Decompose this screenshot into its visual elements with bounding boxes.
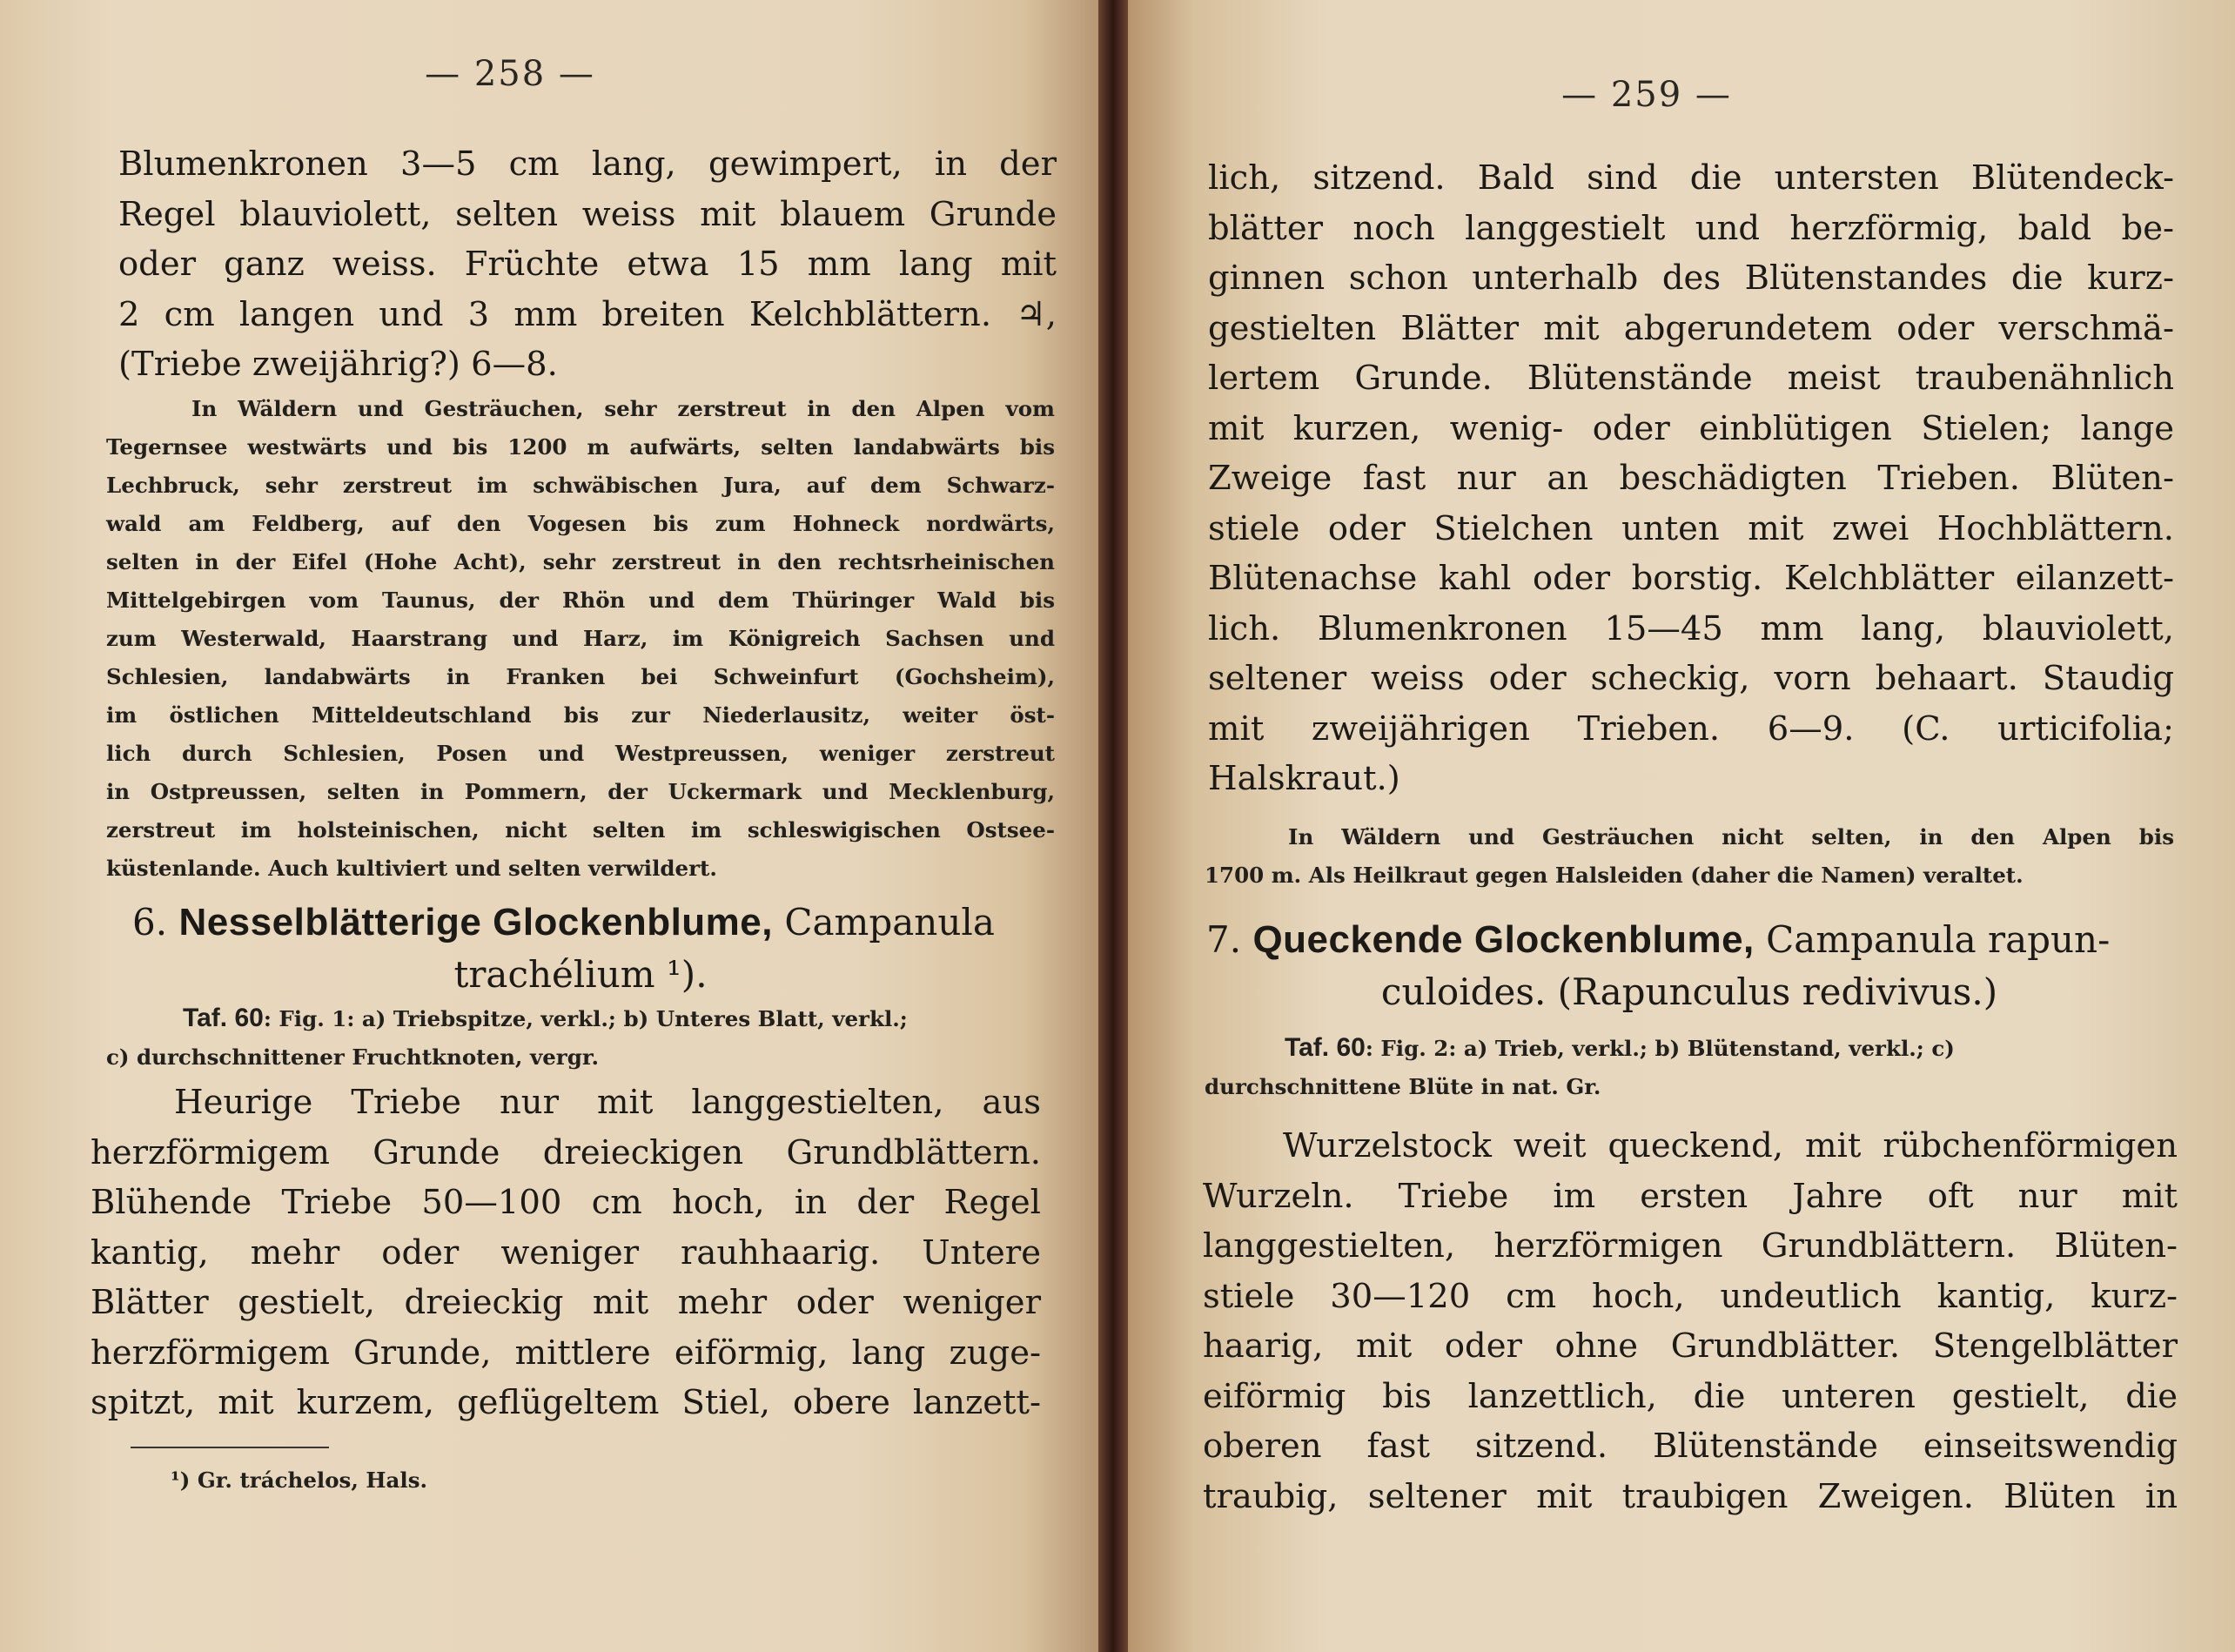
species-german-name: Nesselblätterige Glockenblume, bbox=[178, 901, 773, 944]
plate-label: Taf. 60 bbox=[1285, 1033, 1366, 1062]
plate-reference bbox=[106, 999, 1059, 1077]
text-line: herzförmigem Grunde dreieckigen Grundblättern. bbox=[91, 1132, 1041, 1172]
footnote: ¹) Gr. tráchelos, Hals. bbox=[171, 1467, 428, 1493]
text-line: Schlesien, landabwärts in Franken bei Schweinfurt (Gochsheim), bbox=[106, 664, 1055, 689]
text-line: herzförmigem Grunde, mittlere eiförmig, lang zuge- bbox=[91, 1333, 1041, 1373]
text-line: Blütenachse kahl oder borstig. Kelchblätter eilanzett- bbox=[1208, 559, 2174, 598]
text-line: eiförmig bis lanzettlich, die unteren gestielt, die bbox=[1203, 1376, 2178, 1416]
text-line: stiele oder Stielchen unten mit zwei Hochblättern. bbox=[1208, 508, 2174, 548]
text-line: Mittelgebirgen vom Taunus, der Rhön und dem Thüringer Wald bis bbox=[106, 588, 1055, 613]
text-line: Blätter gestielt, dreieckig mit mehr oder weniger bbox=[91, 1283, 1041, 1322]
book-gutter bbox=[1098, 0, 1128, 1652]
text-line: langgestielten, herzförmigen Grundblättern. Blüten- bbox=[1203, 1226, 2178, 1266]
plate-reference bbox=[1205, 1029, 2178, 1106]
text-line: Halskraut.) bbox=[1208, 759, 1400, 798]
description-paragraph bbox=[91, 1078, 1041, 1428]
description-paragraph bbox=[1203, 1121, 2178, 1521]
text-line: mit zweijährigen Trieben. 6—9. (C. urticifolia; bbox=[1208, 708, 2174, 749]
text-line: gestielten Blätter mit abgerundetem oder verschmä- bbox=[1208, 308, 2174, 348]
text-line: Wurzelstock weit queckend, mit rübchenförmigen bbox=[1283, 1126, 2178, 1165]
text-line: zum Westerwald, Haarstrang und Harz, im Königreich Sachsen und bbox=[106, 626, 1055, 651]
plate-figures: : Fig. 2: a) Trieb, verkl.; b) Blütenstand, verkl.; c) bbox=[1365, 1036, 1955, 1061]
text-line: Lechbruck, sehr zerstreut im schwäbischen Jura, auf dem Schwarz- bbox=[106, 473, 1055, 498]
text-line: In Wäldern und Gesträuchen nicht selten, in den Alpen bis bbox=[1288, 824, 2174, 850]
right-page bbox=[1128, 0, 2235, 1652]
text-line: Tegernsee westwärts und bis 1200 m aufwärts, selten landabwärts bis bbox=[106, 434, 1055, 460]
text-line: Heurige Triebe nur mit langgestielten, aus bbox=[174, 1083, 1041, 1122]
habitat-paragraph bbox=[1205, 818, 2174, 856]
text-line: Blumenkronen 3—5 cm lang, gewimpert, in der bbox=[118, 144, 1057, 184]
species-latin-name: Campanula bbox=[784, 901, 995, 944]
text-line: oberen fast sitzend. Blütenstände einseitswendig bbox=[1203, 1427, 2178, 1466]
species-heading bbox=[1206, 914, 2181, 966]
text-line: zerstreut im holsteinischen, nicht selten im schleswigischen Ostsee- bbox=[106, 817, 1055, 843]
text-line: Zweige fast nur an beschädigten Trieben. Blüten- bbox=[1208, 459, 2174, 498]
habitat-paragraph-end bbox=[106, 850, 1055, 888]
text-line: ginnen schon unterhalb des Blütenstandes die kurz- bbox=[1208, 259, 2174, 298]
text-line: blätter noch langgestielt und herzförmig, bald be- bbox=[1208, 208, 2174, 248]
text-line: wald am Feldberg, auf den Vogesen bis zum Hohneck nordwärts, bbox=[106, 511, 1055, 536]
continuation-paragraph-end bbox=[1208, 754, 2174, 804]
left-page bbox=[0, 0, 1098, 1652]
species-number: 7. bbox=[1206, 918, 1242, 961]
habitat-paragraph-end bbox=[1205, 856, 2174, 895]
species-heading-line2: trachélium ¹). bbox=[453, 953, 708, 996]
text-line: lich, sitzend. Bald sind die untersten Blütendeck- bbox=[1208, 158, 2174, 198]
text-line: oder ganz weiss. Früchte etwa 15 mm lang mit bbox=[118, 245, 1057, 284]
text-line: Regel blauviolett, selten weiss mit blauem Grunde bbox=[118, 194, 1057, 234]
text-line: stiele 30—120 cm hoch, undeutlich kantig, kurz- bbox=[1203, 1276, 2178, 1316]
plate-label: Taf. 60 bbox=[183, 1004, 264, 1032]
text-line: Blühende Triebe 50—100 cm hoch, in der Regel bbox=[91, 1183, 1041, 1222]
text-line: haarig, mit oder ohne Grundblätter. Stengelblätter bbox=[1203, 1326, 2178, 1366]
continuation-paragraph-end bbox=[118, 339, 1057, 390]
text-line: seltener weiss oder scheckig, vorn behaart. Staudig bbox=[1208, 659, 2174, 698]
continuation-paragraph bbox=[1208, 153, 2174, 754]
text-line: lich durch Schlesien, Posen und Westpreussen, weniger zerstreut bbox=[106, 741, 1055, 766]
text-line: 2 cm langen und 3 mm breiten Kelchblättern. ♃, bbox=[118, 294, 1057, 334]
footnote-rule bbox=[131, 1447, 329, 1448]
text-line: kantig, mehr oder weniger rauhhaarig. Untere bbox=[91, 1232, 1041, 1273]
habitat-paragraph bbox=[106, 390, 1055, 850]
species-german-name: Queckende Glockenblume, bbox=[1252, 918, 1755, 961]
text-line: selten in der Eifel (Hohe Acht), sehr zerstreut in den rechtsrheinischen bbox=[106, 549, 1055, 574]
text-line: küstenlande. Auch kultiviert und selten verwildert. bbox=[106, 856, 717, 881]
text-line: traubig, seltener mit traubigen Zweigen. Blüten in bbox=[1203, 1476, 2178, 1516]
text-line: mit kurzen, wenig- oder einblütigen Stielen; lange bbox=[1208, 408, 2174, 448]
species-latin-name: Campanula rapun- bbox=[1766, 918, 2111, 961]
text-line: spitzt, mit kurzem, geflügeltem Stiel, obere lanzett- bbox=[91, 1383, 1041, 1422]
text-line: lertem Grunde. Blütenstände meist traubenähnlich bbox=[1208, 359, 2174, 398]
plate-figures: : Fig. 1: a) Triebspitze, verkl.; b) Unteres Blatt, verkl.; bbox=[263, 1006, 908, 1031]
text-line: im östlichen Mitteldeutschland bis zur Niederlausitz, weiter öst- bbox=[106, 702, 1055, 728]
text-line: lich. Blumenkronen 15—45 mm lang, blauviolett, bbox=[1208, 608, 2174, 648]
continuation-paragraph bbox=[118, 139, 1057, 339]
plate-figures-continued: durchschnittene Blüte in nat. Gr. bbox=[1205, 1074, 1601, 1099]
text-line: In Wäldern und Gesträuchen, sehr zerstreut in den Alpen vom bbox=[191, 396, 1055, 421]
text-line: Wurzeln. Triebe im ersten Jahre oft nur mit bbox=[1203, 1176, 2178, 1216]
page-number-258: — 258 — bbox=[425, 54, 595, 94]
text-line: in Ostpreussen, selten in Pommern, der Uckermark und Mecklenburg, bbox=[106, 779, 1055, 804]
plate-figures-continued: c) durchschnittener Fruchtknoten, vergr. bbox=[106, 1044, 600, 1070]
text-line: 1700 m. Als Heilkraut gegen Halsleiden (daher die Namen) veraltet. bbox=[1205, 863, 2024, 888]
species-number: 6. bbox=[132, 901, 168, 944]
page-number-259: — 259 — bbox=[1561, 75, 1732, 115]
species-heading bbox=[132, 897, 1055, 949]
species-heading-line2: culoides. (Rapunculus redivivus.) bbox=[1380, 970, 1998, 1013]
text-line: (Triebe zweijährig?) 6—8. bbox=[118, 345, 558, 384]
